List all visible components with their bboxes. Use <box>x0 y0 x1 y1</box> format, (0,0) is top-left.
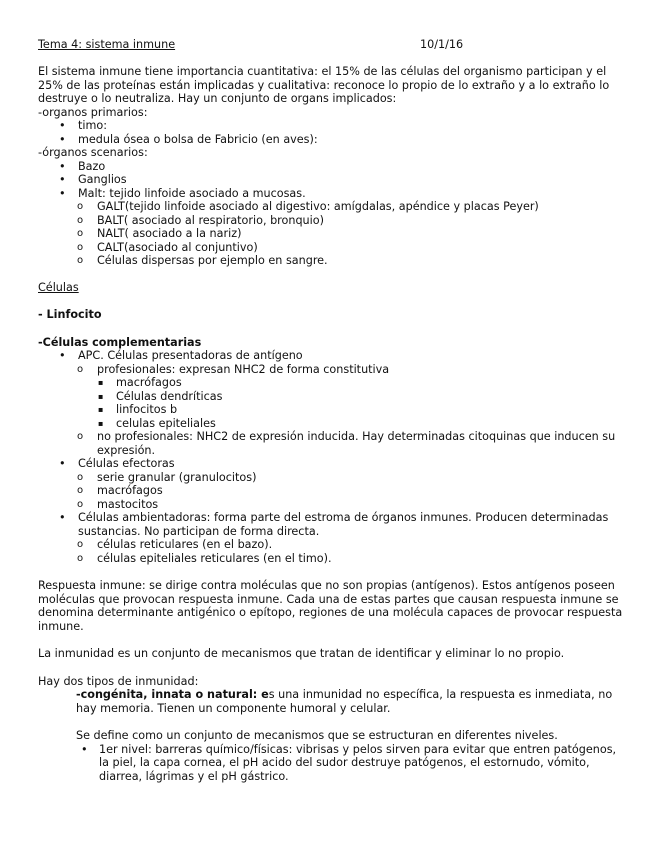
square-bullet-icon: ▪ <box>98 418 104 428</box>
circle-bullet-icon: o <box>77 485 84 496</box>
list-item: ▪ macrófagos <box>98 376 182 389</box>
list-item: o no profesionales: NHC2 de expresión inducida. Hay determinadas citoquinas que inducen su expresión. <box>77 430 616 457</box>
circle-bullet-icon: o <box>77 552 84 564</box>
primarios-heading: -organos primarios: <box>38 105 148 119</box>
celulas-list <box>38 349 623 565</box>
innata-paragraph <box>76 688 623 715</box>
list-item: o células epiteliales reticulares (en el timo). <box>77 551 332 565</box>
list-item: ▪ Células dendríticas <box>98 389 223 403</box>
complementarias-heading: -Células complementarias <box>38 335 202 349</box>
innata-term: -congénita, innata o natural: e <box>76 688 269 701</box>
bullet-icon: • <box>59 511 66 524</box>
niveles-list <box>38 743 623 784</box>
list-item: • Células ambientadoras: forma parte del estroma de órganos inmunes. Producen determinadas sustancias. No participan de forma directa. <box>59 511 609 538</box>
list-item: • medula ósea o bolsa de Fabricio (en aves): <box>59 132 318 146</box>
list-item: o mastocitos <box>77 497 159 511</box>
celulas-heading: Células <box>38 280 79 294</box>
square-bullet-icon: ▪ <box>98 405 104 414</box>
circle-bullet-icon: o <box>77 228 84 239</box>
circle-bullet-icon: o <box>77 471 84 483</box>
list-item: • APC. Células presentadoras de antígeno <box>59 349 303 362</box>
list-item: o macrófagos <box>77 484 163 497</box>
tipos-heading: Hay dos tipos de inmunidad: <box>38 674 199 688</box>
list-item: o GALT(tejido linfoide asociado al digestivo: amígdalas, apéndice y placas Peyer) <box>77 200 539 213</box>
circle-bullet-icon: o <box>77 255 84 266</box>
secundarios-heading: -órganos scenarios: <box>38 146 148 159</box>
list-item: o serie granular (granulocitos) <box>77 470 257 484</box>
square-bullet-icon: ▪ <box>98 378 104 387</box>
primarios-list <box>38 119 623 146</box>
intro-paragraph: El sistema inmune tiene importancia cuantitativa: el 15% de las células del organismo participan y el 25% de las proteínas están implicadas y cualitativa: reconoce lo propio de lo extraño y a lo extraño lo destruye o lo neutraliza. Hay un conjunto de organs implicados: <box>38 65 610 105</box>
list-item: o NALT( asociado a la nariz) <box>77 227 242 240</box>
bullet-icon: • <box>59 119 66 132</box>
innata-definition: s una inmunidad no específica, la respuesta es inmediata, no hay memoria. Tienen un componente humoral y celular. <box>76 688 613 715</box>
niveles-paragraph: Se define como un conjunto de mecanismos que se estructuran en diferentes niveles. <box>76 729 558 742</box>
document-date: 10/1/16 <box>420 38 464 51</box>
innata-block <box>38 688 623 743</box>
list-item: o profesionales: expresan NHC2 de forma constitutiva <box>77 362 390 376</box>
list-item: ▪ celulas epiteliales <box>98 416 216 430</box>
circle-bullet-icon: o <box>77 241 84 253</box>
square-bullet-icon: ▪ <box>98 391 104 401</box>
circle-bullet-icon: o <box>77 214 84 226</box>
bullet-icon: • <box>59 159 66 173</box>
list-item: • Células efectoras <box>59 457 175 470</box>
list-item: • 1er nivel: barreras químico/físicas: vibrisas y pelos sirven para evitar que entren patógenos, la piel, la capa cornea, el pH acido del sudor destruye patógenos, el estornudo, vómito, diarrea, lágrimas y el pH gástrico. <box>81 742 617 783</box>
document-title: Tema 4: sistema inmune <box>38 38 176 51</box>
inmunidad-paragraph: La inmunidad es un conjunto de mecanismos que tratan de identificar y eliminar lo no propio. <box>38 647 565 660</box>
list-item: • Malt: tejido linfoide asociado a mucosas. <box>59 186 306 200</box>
list-item: o BALT( asociado al respiratorio, bronquio) <box>77 213 324 227</box>
list-item: ▪ linfocitos b <box>98 403 178 416</box>
bullet-icon: • <box>59 349 66 362</box>
bullet-icon: • <box>59 132 66 146</box>
bullet-icon: • <box>59 173 66 186</box>
list-item: o células reticulares (en el bazo). <box>77 538 273 551</box>
list-item: o Células dispersas por ejemplo en sangre. <box>77 254 328 267</box>
list-item: o CALT(asociado al conjuntivo) <box>77 240 258 254</box>
bullet-icon: • <box>81 742 88 756</box>
circle-bullet-icon: o <box>77 363 84 375</box>
circle-bullet-icon: o <box>77 498 84 510</box>
bullet-icon: • <box>59 186 66 200</box>
respuesta-paragraph: Respuesta inmune: se dirige contra moléculas que no son propias (antígenos). Estos antígenos poseen moléculas que provocan respuesta inmune. Cada una de estas partes que causan respuesta inmune se denomina determinante antigénico o epítopo, regiones de una molécula capaces de provocar respuesta inmune. <box>38 579 623 633</box>
list-item: • timo: <box>59 119 108 132</box>
document-page <box>38 38 623 783</box>
document-header <box>38 38 623 52</box>
list-item: • Bazo <box>59 159 106 173</box>
secundarios-list <box>38 160 623 268</box>
list-item: • Ganglios <box>59 173 127 186</box>
bullet-icon: • <box>59 457 66 470</box>
circle-bullet-icon: o <box>77 431 84 442</box>
linfocito-heading: - Linfocito <box>38 308 102 321</box>
circle-bullet-icon: o <box>77 201 84 212</box>
circle-bullet-icon: o <box>77 539 84 550</box>
